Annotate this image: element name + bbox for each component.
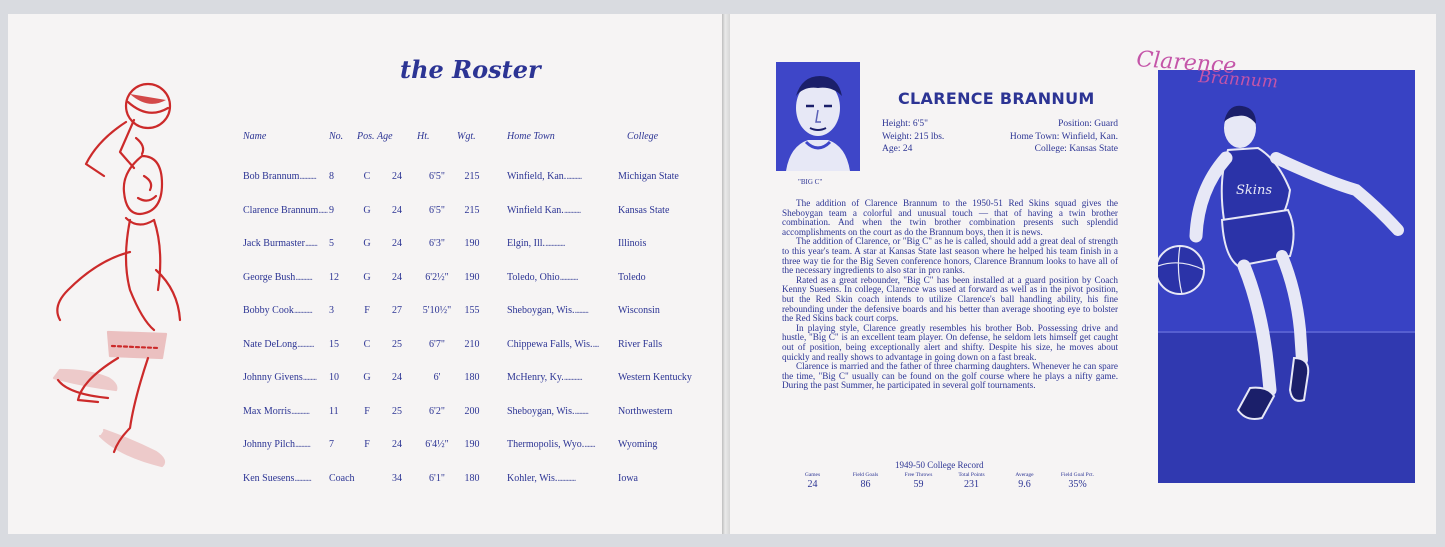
bio-paragraph: The addition of Clarence Brannum to the 1950-51 Red Skins squad gives the Sheboygan team a colorful and unusual touch — that of having a twin brother combination. And when the twin brother combination presents such splendid accomplishments on the court as do the Brannum boys, then it is news. — [782, 198, 1118, 237]
header-name: Name — [243, 130, 267, 142]
record-value: 35% — [1068, 479, 1087, 490]
record-value: 59 — [913, 479, 924, 490]
college-record-title: 1949-50 College Record — [895, 460, 984, 470]
player-age-cell: 24 — [392, 372, 402, 384]
player-name-cell: Nate DeLong........... — [243, 338, 314, 350]
player-college-cell: Wisconsin — [618, 305, 660, 317]
player-height-cell: 6'4½" — [425, 439, 449, 451]
stat-height: Height: 6'5" — [882, 119, 928, 129]
player-age-cell: 24 — [392, 238, 402, 250]
player-weight-cell: 180 — [464, 372, 480, 384]
player-name-cell: Ken Suesens........... — [243, 472, 311, 484]
player-height-cell: 6'2½" — [425, 271, 449, 283]
record-header: Games — [804, 472, 821, 478]
player-height-cell: 6'2" — [429, 405, 445, 417]
header-college: College — [627, 130, 659, 142]
player-position-cell: F — [364, 439, 370, 451]
stat-age: Age: 24 — [882, 144, 913, 154]
mascot-illustration — [38, 80, 198, 480]
bio-paragraph: Rated as a great rebounder, "Big C" has been installed at a guard position by Coach Kenny Suesens. In college, Clarence was used at forward as well as in the pivot position, but the Red Skin coach intends to utilize Clarence's ball handling ability, his fine rebounding under the defensive boards and his better than average shooting eye to bolster the Red Skins back court corps. — [782, 274, 1118, 324]
player-position-cell: C — [363, 338, 371, 350]
player-weight-cell: 190 — [464, 271, 480, 283]
record-header: Total Points — [958, 472, 985, 478]
player-weight-cell: 180 — [464, 472, 480, 484]
roster-row — [232, 328, 707, 362]
player-position-cell: G — [363, 238, 371, 250]
player-college-cell: Iowa — [618, 472, 638, 484]
player-age-cell: 25 — [392, 338, 402, 350]
player-age-cell: 27 — [392, 305, 402, 317]
player-stats — [882, 118, 1118, 156]
player-name-cell: Bobby Cook............ — [243, 305, 312, 317]
record-value: 24 — [807, 479, 818, 490]
header-wgt: Wgt. — [457, 130, 476, 142]
player-hometown-cell: Toledo, Ohio............ — [507, 271, 578, 283]
player-college-cell: Michigan State — [618, 171, 679, 183]
player-position-cell: F — [364, 405, 370, 417]
player-height-cell: 6' — [433, 372, 441, 384]
roster-row — [232, 194, 707, 228]
player-hometown-cell: Winfield, Kan........... — [507, 171, 582, 183]
photo-caption: "BIG C" — [798, 178, 823, 186]
player-number-cell: 8 — [329, 171, 334, 183]
player-height-cell: 6'7" — [429, 338, 445, 350]
roster-row — [232, 395, 707, 429]
player-age-cell: 25 — [392, 405, 402, 417]
record-value-row — [786, 478, 1104, 490]
header-ht: Ht. — [417, 130, 430, 142]
record-value: 9.6 — [1018, 479, 1031, 490]
player-college-cell: Kansas State — [618, 204, 670, 216]
player-college-cell: Illinois — [618, 238, 647, 250]
player-name-cell: Bob Brannum........... — [243, 171, 316, 183]
bio-paragraph: In playing style, Clarence greatly resembles his brother Bob. Possessing drive and hustle, "Big C" is an excellent team player. On defense, he seldom lets himself get caught out of position, being exceptionally alert and shifty. Despite his size, he moves about quickly and really shows to advantage in going down on a fast break. — [782, 322, 1118, 362]
player-number-cell: 10 — [329, 372, 339, 384]
player-weight-cell: 190 — [464, 238, 480, 250]
signature-line-2: Brannum — [1197, 67, 1279, 93]
player-hometown-cell: Sheboygan, Wis.......... — [507, 405, 588, 417]
player-action-photo — [1158, 70, 1415, 483]
header-age: Age — [377, 130, 393, 142]
roster-row — [232, 361, 707, 395]
player-number-cell: 15 — [329, 338, 339, 350]
record-header: Average — [1015, 472, 1034, 478]
player-hometown-cell: McHenry, Ky............. — [507, 372, 582, 384]
header-town: Home Town — [507, 130, 555, 142]
roster-row — [232, 294, 707, 328]
stat-weight: Weight: 215 lbs. — [882, 131, 945, 142]
player-college-cell: Northwestern — [618, 405, 673, 417]
player-hometown-cell: Sheboygan, Wis.......... — [507, 305, 588, 317]
player-number-cell: 11 — [329, 405, 339, 417]
roster-row — [232, 428, 707, 462]
player-height-cell: 6'5" — [429, 171, 445, 183]
player-name-cell: Max Morris............ — [243, 405, 310, 417]
player-height-cell: 5'10½" — [422, 305, 452, 317]
player-hometown-cell: Winfield Kan............ — [507, 204, 581, 216]
roster-title: the Roster — [400, 55, 541, 84]
player-position-cell: G — [363, 204, 371, 216]
header-pos: Pos. — [357, 130, 375, 142]
roster-header-row — [232, 126, 707, 160]
player-number-cell: Coach — [329, 472, 355, 484]
player-position-cell: G — [363, 372, 371, 384]
player-age-cell: 34 — [392, 472, 402, 484]
player-age-cell: 24 — [392, 204, 402, 216]
player-age-cell: 24 — [392, 439, 402, 451]
record-header: Field Goal Pct. — [1060, 472, 1095, 478]
stat-position: Position: Guard — [1058, 119, 1118, 129]
bio-paragraph: Clarence is married and the father of three charming daughters. Whenever he can spare the time, "Big C" usually can be found on the golf course where he plays a nifty game. During the past Summer, he participated in several golf tournaments. — [782, 361, 1118, 391]
header-no: No. — [329, 130, 344, 142]
stat-college: College: Kansas State — [1034, 144, 1118, 154]
roster-row — [232, 462, 707, 496]
player-position-cell: G — [363, 271, 371, 283]
record-header: Free Throws — [904, 472, 933, 478]
player-number-cell: 12 — [329, 271, 339, 283]
player-weight-cell: 200 — [464, 405, 480, 417]
player-name-cell: Johnny Pilch.......... — [243, 439, 310, 451]
roster-row — [232, 160, 707, 194]
player-portrait-photo — [776, 62, 860, 171]
player-weight-cell: 210 — [464, 338, 480, 350]
player-height-cell: 6'1" — [429, 472, 445, 484]
player-position-cell: C — [363, 171, 371, 183]
bio-paragraph: The addition of Clarence, or "Big C" as he is called, should add a great deal of strength to this year's team. A star at Kansas State last season where he helped his team finish in a three way tie for the Big Seven conference honors, Clarence Brannum looks to have all of the necessary ingredients to also star in pro ranks. — [782, 236, 1118, 276]
player-college-cell: Wyoming — [618, 439, 658, 451]
roster-table — [232, 126, 707, 495]
player-name-cell: Jack Burmaster........ — [243, 238, 317, 250]
player-weight-cell: 155 — [464, 305, 480, 317]
player-hometown-cell: Thermopolis, Wyo........ — [507, 439, 595, 451]
roster-row — [232, 227, 707, 261]
player-number-cell: 7 — [329, 439, 334, 451]
player-age-cell: 24 — [392, 271, 402, 283]
player-name-cell: George Bush........... — [243, 271, 312, 283]
player-hometown-cell: Kohler, Wis............. — [507, 472, 576, 484]
record-header: Field Goals — [852, 472, 879, 478]
player-weight-cell: 215 — [464, 171, 480, 183]
player-height-cell: 6'3" — [429, 238, 445, 250]
college-record-table — [786, 472, 1104, 490]
player-position-cell — [357, 462, 377, 496]
player-name-cell: Clarence Brannum...... — [243, 204, 328, 216]
player-name: CLARENCE BRANNUM — [898, 89, 1095, 108]
player-age-cell: 24 — [392, 171, 402, 183]
player-weight-cell: 190 — [464, 439, 480, 451]
signature-line-1: Clarence — [1135, 47, 1238, 79]
player-number-cell: 9 — [329, 204, 334, 216]
player-height-cell: 6'5" — [429, 204, 445, 216]
player-college-cell: Western Kentucky — [618, 372, 692, 384]
jersey-text: Skins — [1236, 183, 1272, 198]
player-position-cell: F — [364, 305, 370, 317]
roster-row — [232, 261, 707, 295]
book-gutter — [722, 14, 730, 534]
player-hometown-cell: Elgin, Ill.............. — [507, 238, 565, 250]
autograph-signature — [1128, 38, 1328, 98]
player-name-cell: Johnny Givens......... — [243, 372, 317, 384]
player-college-cell: Toledo — [618, 271, 646, 283]
record-value: 231 — [964, 479, 979, 490]
record-value: 86 — [860, 479, 871, 490]
player-number-cell: 3 — [329, 305, 334, 317]
player-weight-cell: 215 — [464, 204, 480, 216]
player-number-cell: 5 — [329, 238, 334, 250]
player-college-cell: River Falls — [618, 338, 663, 350]
stat-hometown: Home Town: Winfield, Kan. — [1009, 131, 1118, 142]
player-bio — [782, 199, 1118, 391]
player-hometown-cell: Chippewa Falls, Wis..... — [507, 338, 599, 350]
